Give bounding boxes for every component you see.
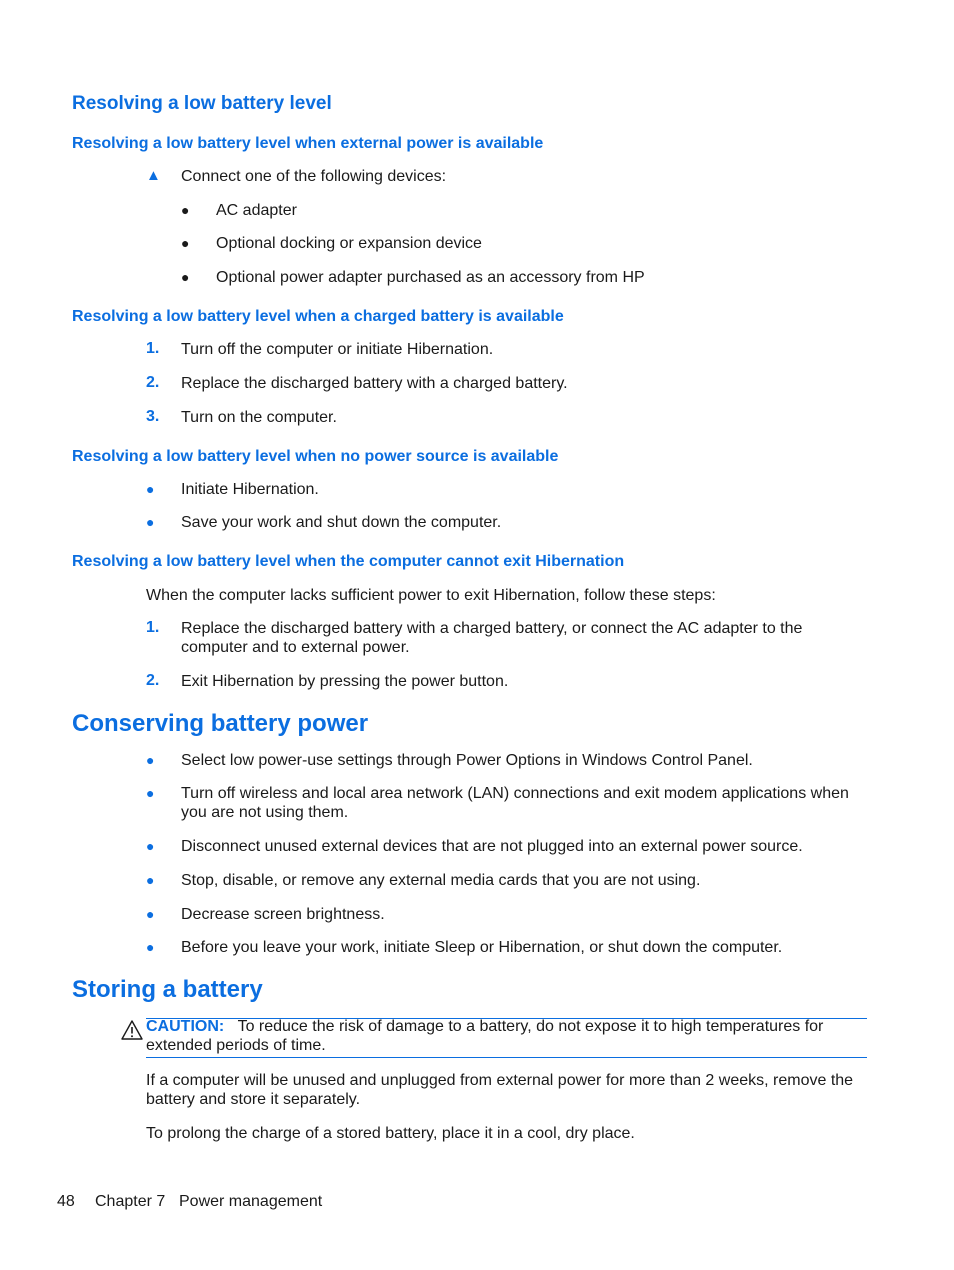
list-item: Select low power-use settings through Power Options in Windows Control Panel. xyxy=(181,752,753,769)
step-text: Connect one of the following devices: xyxy=(181,168,447,185)
caution-text: To reduce the risk of damage to a battery, do not expose it to high temperatures for extended periods of time. xyxy=(146,1018,824,1054)
bullet-icon: ● xyxy=(181,269,190,285)
bullet-icon: ● xyxy=(146,481,155,497)
warning-icon xyxy=(121,1020,143,1045)
bullet-icon: ● xyxy=(146,939,155,955)
step-text: Replace the discharged battery with a charged battery, or connect the AC adapter to the computer and to external power. xyxy=(181,620,803,656)
bullet-icon: ● xyxy=(181,235,190,251)
subheading-external-power: Resolving a low battery level when external power is available xyxy=(72,135,544,152)
step-number: 1. xyxy=(146,619,160,636)
chapter-label: Chapter 7 xyxy=(95,1193,166,1210)
paragraph: When the computer lacks sufficient power to exit Hibernation, follow these steps: xyxy=(146,587,716,604)
bullet-icon: ● xyxy=(146,906,155,922)
bullet-icon: ● xyxy=(181,202,190,218)
list-item: Save your work and shut down the computer. xyxy=(181,514,502,531)
caution-box xyxy=(146,1017,846,1055)
heading-conserving-battery: Conserving battery power xyxy=(72,710,369,737)
list-item: AC adapter xyxy=(216,202,297,219)
bullet-icon: ● xyxy=(146,514,155,530)
list-item: Disconnect unused external devices that are not plugged into an external power source. xyxy=(181,838,803,855)
bullet-icon: ● xyxy=(146,752,155,768)
list-item: Initiate Hibernation. xyxy=(181,481,319,498)
step-text: Turn on the computer. xyxy=(181,409,337,426)
list-item: Optional power adapter purchased as an accessory from HP xyxy=(216,269,645,286)
list-item: Decrease screen brightness. xyxy=(181,906,385,923)
triangle-icon: ▲ xyxy=(146,167,161,184)
caution-bottom-rule xyxy=(146,1057,867,1058)
step-text: Exit Hibernation by pressing the power button. xyxy=(181,673,509,690)
caution-label: CAUTION: xyxy=(146,1018,225,1035)
bullet-icon: ● xyxy=(146,838,155,854)
heading-storing-battery: Storing a battery xyxy=(72,976,263,1003)
step-text: Replace the discharged battery with a charged battery. xyxy=(181,375,568,392)
heading-resolving-low-battery: Resolving a low battery level xyxy=(72,93,332,114)
paragraph: To prolong the charge of a stored battery, place it in a cool, dry place. xyxy=(146,1125,635,1142)
step-number: 2. xyxy=(146,672,160,689)
subheading-cannot-exit: Resolving a low battery level when the computer cannot exit Hibernation xyxy=(72,553,625,570)
list-item: Before you leave your work, initiate Sleep or Hibernation, or shut down the computer. xyxy=(181,939,783,956)
subheading-charged-battery: Resolving a low battery level when a charged battery is available xyxy=(72,308,564,325)
bullet-icon: ● xyxy=(146,872,155,888)
step-number: 2. xyxy=(146,374,160,391)
chapter-title: Power management xyxy=(179,1193,323,1210)
subheading-no-power: Resolving a low battery level when no power source is available xyxy=(72,448,559,465)
list-item: Optional docking or expansion device xyxy=(216,235,482,252)
list-item: Stop, disable, or remove any external media cards that you are not using. xyxy=(181,872,701,889)
list-item: Turn off wireless and local area network (LAN) connections and exit modem applications when you are not using them. xyxy=(181,785,849,821)
step-text: Turn off the computer or initiate Hibernation. xyxy=(181,341,494,358)
paragraph: If a computer will be unused and unplugged from external power for more than 2 weeks, remove the battery and store it separately. xyxy=(146,1072,854,1108)
page-number: 48 xyxy=(57,1193,75,1210)
step-number: 3. xyxy=(146,408,160,425)
step-number: 1. xyxy=(146,340,160,357)
bullet-icon: ● xyxy=(146,785,155,801)
